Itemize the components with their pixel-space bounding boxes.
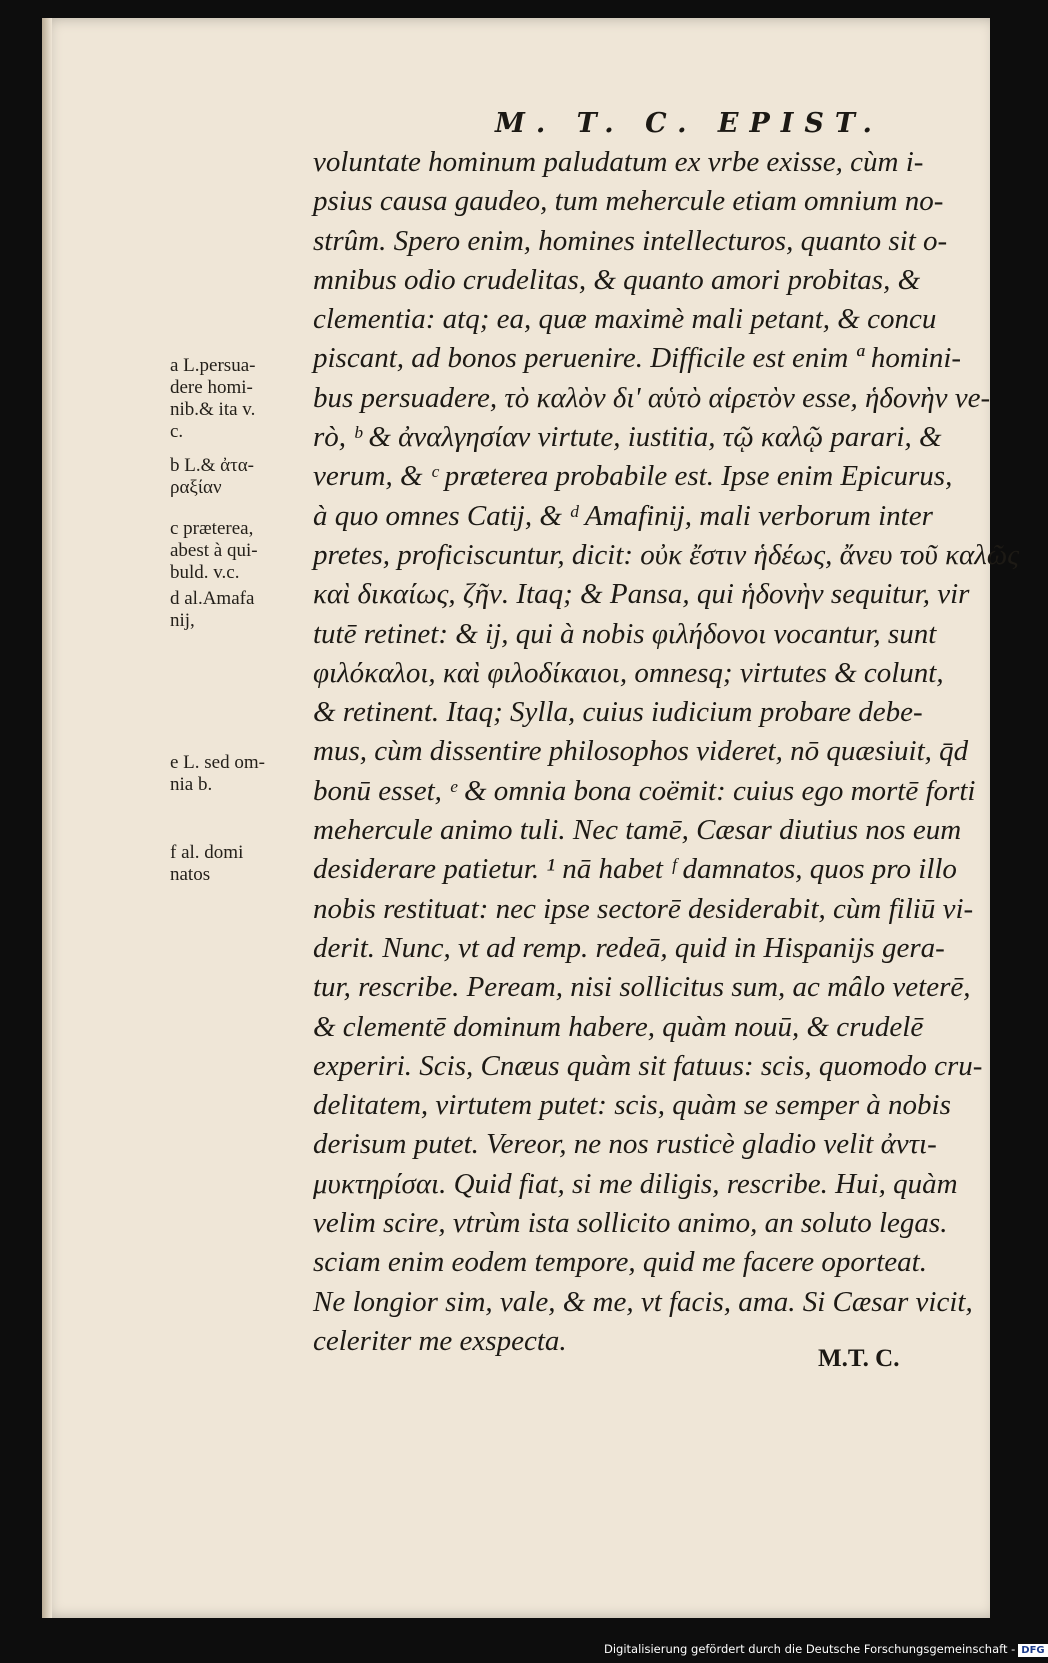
text-line: delitatem, virtutem putet: scis, quàm se semper à nobis [313, 1089, 951, 1122]
note-line: d al.Amafa [170, 588, 255, 609]
note-line: b L.& ἀτα- [170, 455, 255, 476]
text-line: velim scire, vtrùm ista sollicito animo, an soluto legas. [313, 1207, 948, 1240]
note-line: natos [170, 864, 211, 885]
digitization-footer [604, 1642, 1048, 1657]
footer-text: Digitalisierung gefördert durch die Deutsche Forschungsgemeinschaft - [604, 1642, 1016, 1656]
text-line: tur, rescribe. Peream, nisi sollicitus sum, ac mâlo veterē, [313, 971, 971, 1004]
note-line: c. [170, 421, 184, 442]
marginal-note-b [170, 455, 310, 499]
note-line: ραξίαν [170, 477, 222, 498]
text-line: sciam enim eodem tempore, quid me facere oporteat. [313, 1246, 927, 1279]
note-line: c præterea, [170, 518, 254, 539]
text-line: celeriter me exspecta. [313, 1324, 567, 1357]
text-line: derisum putet. Vereor, ne nos rusticè gladio velit ἀντι- [313, 1128, 937, 1161]
note-line: nib.& ita v. [170, 399, 256, 420]
note-line: f al. domi [170, 842, 244, 863]
signature: M.T. C. [818, 1345, 900, 1372]
text-line: nobis restituat: nec ipse sectorē desiderabit, cùm filiū vi- [313, 892, 974, 925]
marginal-note-d [170, 588, 310, 632]
text-line: Ne longior sim, vale, & me, vt facis, ama. Si Cæsar vicit, [313, 1285, 973, 1318]
page-edge-shadow [42, 18, 52, 1618]
note-line: a L.persua- [170, 355, 256, 376]
text-line: derit. Nunc, vt ad remp. redeā, quid in Hispanijs gera- [313, 931, 945, 964]
note-line: nia b. [170, 774, 213, 795]
text-line: mnibus odio crudelitas, & quanto amori probitas, & [313, 263, 921, 296]
marginal-note-f [170, 842, 310, 886]
text-line: verum, & ᶜ præterea probabile est. Ipse enim Epicurus, [313, 460, 953, 493]
text-line: psius causa gaudeo, tum mehercule etiam omnium no- [313, 185, 944, 218]
text-line: desiderare patietur. ¹ nā habet ᶠ damnatos, quos pro illo [313, 853, 957, 886]
text-line: pretes, proficiscuntur, dicit: οὐκ ἔστιν ἡδέως, ἄνευ τοῦ καλῶς [313, 538, 1020, 571]
marginal-note-e [170, 752, 310, 796]
text-line: experiri. Scis, Cnæus quàm sit fatuus: scis, quomodo cru- [313, 1049, 983, 1082]
note-line: buld. v.c. [170, 562, 240, 583]
marginal-note-a [170, 355, 310, 443]
main-text [313, 143, 1020, 1361]
text-line: & clementē dominum habere, quàm nouū, & crudelē [313, 1010, 924, 1043]
text-line: voluntate hominum paludatum ex vrbe exisse, cùm i- [313, 146, 924, 178]
text-line: strûm. Spero enim, homines intellecturos, quanto sit o- [313, 224, 948, 257]
text-line: φιλόκαλοι, καὶ φιλοδίκαιοι, omnesq; virtutes & colunt, [313, 656, 944, 689]
text-line: à quo omnes Catij, & ᵈ Amafinij, mali verborum inter [313, 499, 933, 532]
note-line: e L. sed om- [170, 752, 265, 773]
note-line: dere homi- [170, 377, 253, 398]
running-title: M. T. C. EPIST. [495, 108, 883, 139]
text-line: μυκτηρίσαι. Quid fiat, si me diligis, rescribe. Hui, quàm [313, 1167, 958, 1200]
text-line: piscant, ad bonos peruenire. Difficile est enim ª homini- [313, 342, 962, 375]
note-line: nij, [170, 610, 195, 631]
text-line: mehercule animo tuli. Nec tamē, Cæsar diutius nos eum [313, 814, 962, 847]
text-line: καὶ δικαίως, ζῆν. Itaq; & Pansa, qui ἡδονὴν sequitur, vir [313, 578, 970, 611]
text-line: clementia: atq; ea, quæ maximè mali petant, & concu [313, 303, 937, 336]
text-line: tutē retinet: & ij, qui à nobis φιλήδονοι vocantur, sunt [313, 617, 937, 650]
note-line: abest à qui- [170, 540, 258, 561]
text-line: mus, cùm dissentire philosophos videret, nō quæsiuit, q̄d [313, 735, 969, 768]
dfg-logo: DFG [1018, 1644, 1047, 1657]
text-line: bus persuadere, τὸ καλὸν δι' αὑτὸ αἱρετὸν esse, ἡδονὴν ve- [313, 381, 991, 414]
text-line: bonū esset, ᵉ & omnia bona coëmit: cuius ego mortē forti [313, 774, 976, 807]
marginal-note-c [170, 518, 310, 584]
text-line: rò, ᵇ & ἀναλγησίαν virtute, iustitia, τῷ καλῷ parari, & [313, 421, 942, 454]
text-line: & retinent. Itaq; Sylla, cuius iudicium probare debe- [313, 696, 923, 729]
